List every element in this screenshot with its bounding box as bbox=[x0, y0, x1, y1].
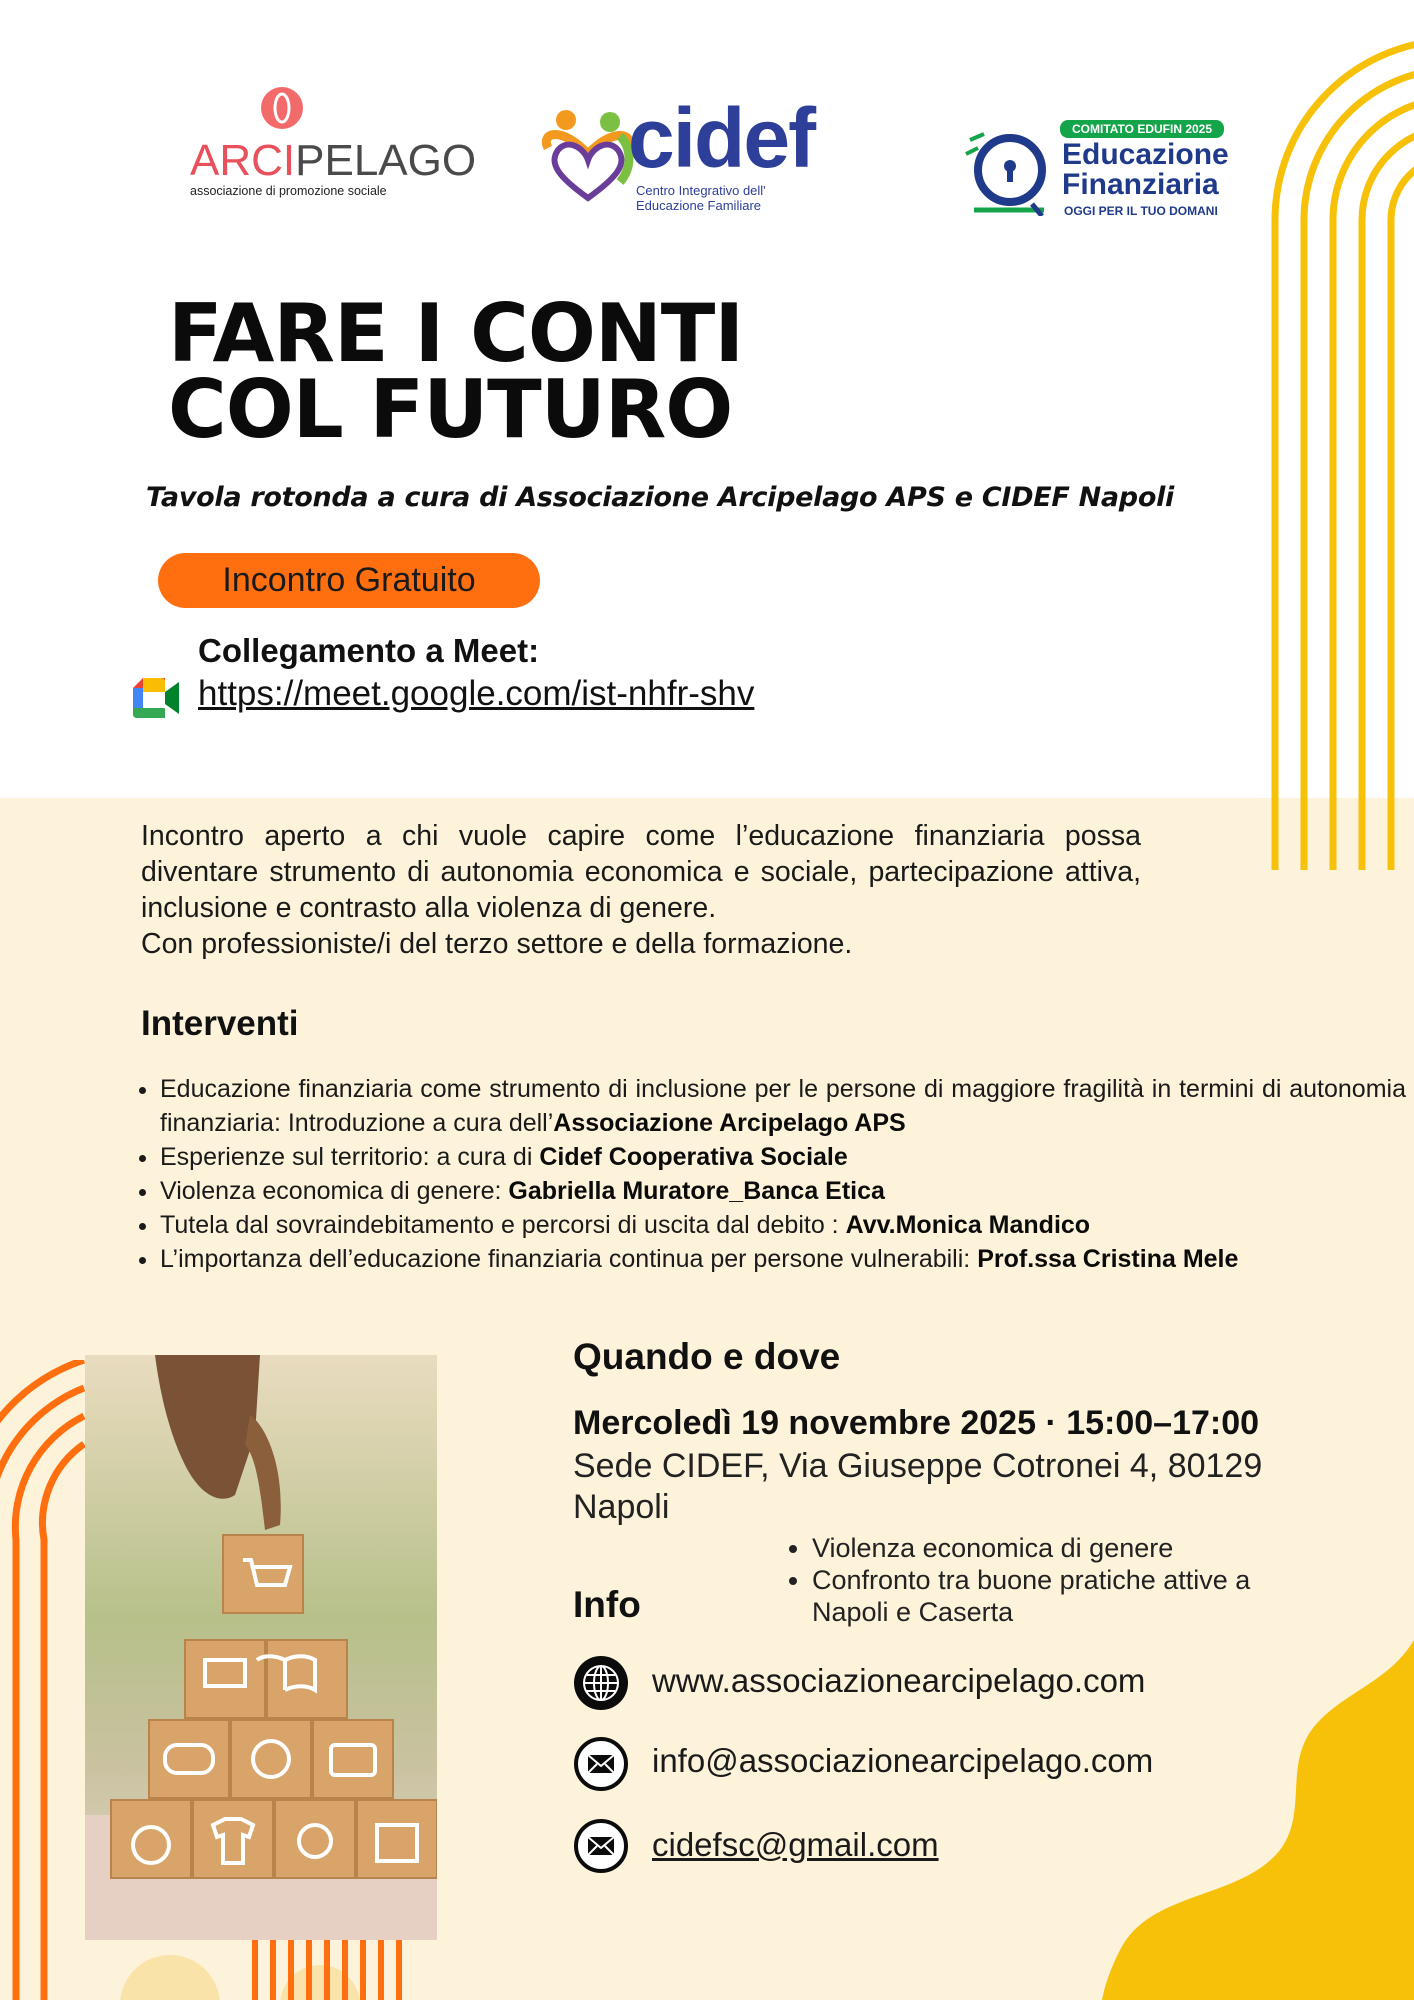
meet-link[interactable]: https://meet.google.com/ist-nhfr-shv bbox=[198, 674, 755, 713]
list-item: • Esperienze sul territorio: a cura di Cidef Cooperativa Sociale bbox=[160, 1140, 1406, 1174]
globe-icon bbox=[573, 1655, 629, 1711]
cidef-logo-tagline: Centro Integrativo dell' Educazione Familiare bbox=[636, 183, 766, 213]
edufin-badge: COMITATO EDUFIN 2025 bbox=[1060, 120, 1224, 138]
edufin-logo-tagline: OGGI PER IL TUO DOMANI bbox=[1064, 204, 1218, 218]
info-heading: Info bbox=[573, 1584, 641, 1625]
mail-icon bbox=[573, 1818, 629, 1874]
arcipelago-logo-mark bbox=[260, 86, 304, 130]
interventi-list bbox=[140, 1072, 1406, 1276]
list-item: • Violenza economica di genere bbox=[812, 1532, 1282, 1564]
yellow-arches-decoration bbox=[1230, 0, 1414, 870]
intro-paragraph: Incontro aperto a chi vuole capire come l’educazione finanziaria possa diventare strumento di autonomia economica e sociale, partecipazione attiva, inclusione e contrasto alla violenza di genere. bbox=[141, 820, 1141, 924]
page-title bbox=[168, 287, 744, 456]
when-where-heading: Quando e dove bbox=[573, 1336, 841, 1377]
free-event-badge: Incontro Gratuito bbox=[158, 553, 540, 608]
google-meet-icon bbox=[133, 678, 181, 718]
interventi-heading: Interventi bbox=[141, 1004, 299, 1043]
arcipelago-logo-tagline: associazione di promozione sociale bbox=[190, 184, 387, 198]
email-link-cidef[interactable]: cidefsc@gmail.com bbox=[652, 1826, 939, 1863]
edufin-clock-icon bbox=[962, 126, 1052, 216]
list-item: • Educazione finanziaria come strumento di inclusione per le persone di maggiore fragilità in termini di autonomia finanziaria: Introduzione a cura dell’Associazione Arcipelago APS bbox=[160, 1072, 1406, 1140]
list-item: • L’importanza dell’educazione finanziaria continua per persone vulnerabili: Prof.ssa Cristina Mele bbox=[160, 1242, 1406, 1276]
arcipelago-logo-name: ARCIPELAGO bbox=[190, 136, 477, 185]
list-item: • Confronto tra buone pratiche attive a Napoli e Caserta bbox=[812, 1564, 1282, 1628]
edufin-logo-line1: Educazione bbox=[1062, 138, 1229, 171]
bottom-stripes-decoration bbox=[110, 1935, 430, 2000]
edufin-logo-line2: Finanziaria bbox=[1062, 168, 1219, 201]
event-location: Sede CIDEF, Via Giuseppe Cotronei 4, 80129 Napoli bbox=[573, 1447, 1263, 1526]
list-item: • Tutela dal sovraindebitamento e percorsi di uscita dal debito : Avv.Monica Mandico bbox=[160, 1208, 1406, 1242]
website-link[interactable]: www.associazionearcipelago.com bbox=[652, 1662, 1146, 1699]
email-link-info[interactable]: info@associazionearcipelago.com bbox=[652, 1742, 1154, 1779]
list-item: • Violenza economica di genere: Gabriella Muratore_Banca Etica bbox=[160, 1174, 1406, 1208]
topics-list bbox=[792, 1532, 1282, 1628]
title-line-1: FARE I CONTI bbox=[168, 287, 744, 380]
intro-text bbox=[141, 818, 1141, 962]
wooden-blocks-photo bbox=[85, 1355, 437, 1940]
cidef-logo-mark bbox=[540, 108, 636, 204]
mail-icon bbox=[573, 1736, 629, 1792]
subtitle: Tavola rotonda a cura di Associazione Arcipelago APS e CIDEF Napoli bbox=[146, 482, 1174, 513]
event-date: Mercoledì 19 novembre 2025 · 15:00–17:00 bbox=[573, 1404, 1260, 1442]
title-line-2: COL FUTURO bbox=[168, 363, 733, 456]
intro-paragraph-2: Con professioniste/i del terzo settore e della formazione. bbox=[141, 928, 853, 960]
cidef-logo-name: cidef bbox=[628, 91, 815, 185]
meet-label: Collegamento a Meet: bbox=[198, 632, 540, 669]
